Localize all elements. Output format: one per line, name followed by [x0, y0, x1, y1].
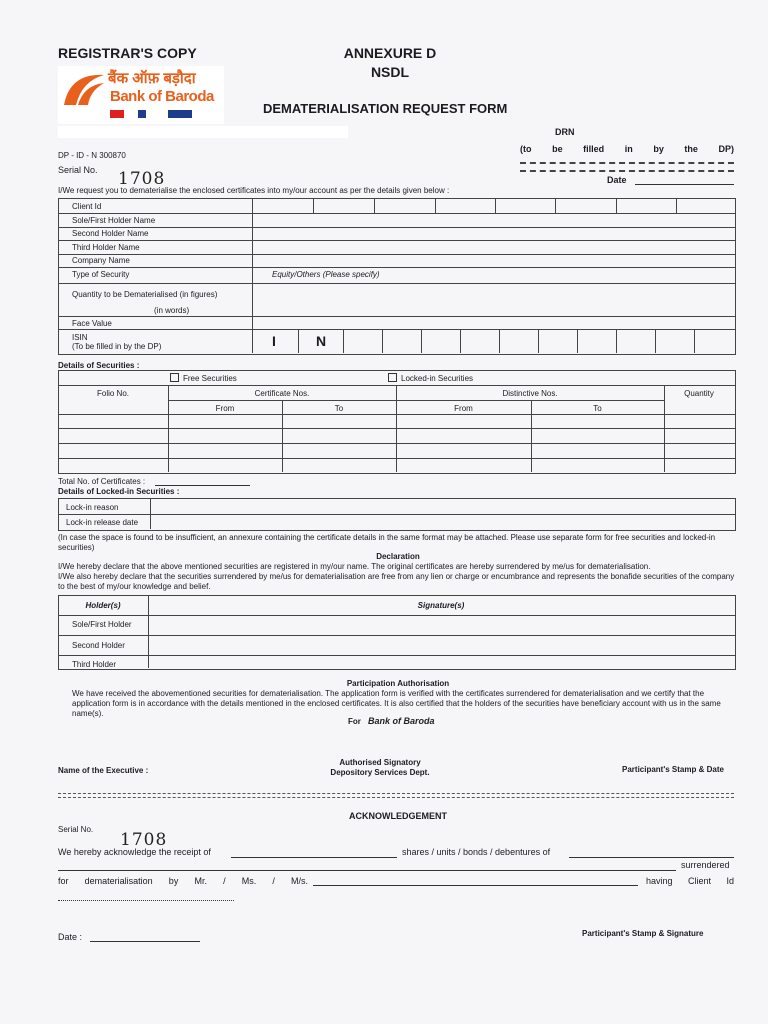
col-dist-from: From: [454, 404, 473, 413]
insufficient-note: (In case the space is found to be insufficient, an annexure containing the certificate details in the same format may be attached. Please use separate form for free securities and locked-in securities): [58, 533, 716, 552]
lock-reason-label: Lock-in reason: [66, 503, 119, 512]
serial-label: Serial No.: [58, 165, 98, 175]
depository-dept: Depository Services Dept.: [330, 768, 430, 777]
col-dist-to: To: [593, 404, 602, 413]
client-id-box: [616, 198, 617, 213]
client-id-box: [495, 198, 496, 213]
ack-client-id: having Client Id: [646, 876, 734, 886]
security-type-hint: Equity/Others (Please specify): [272, 270, 380, 279]
total-certificates-field[interactable]: [155, 485, 250, 486]
client-id-box: [555, 198, 556, 213]
col-signatures: Signature(s): [417, 601, 465, 610]
declaration-line-2: I/We also hereby declare that the securities surrendered by me/us for dematerialisation are free from any lien or charge or encumbrance and represents the bonafide securities of the company to the best of my/our knowledge and belief.: [58, 572, 735, 591]
ack-for-demat: for dematerialisation by Mr. / Ms. / M/s.: [58, 876, 308, 886]
client-id-box: [435, 198, 436, 213]
isin-box: [499, 329, 500, 353]
form-title: DEMATERIALISATION REQUEST FORM: [263, 101, 508, 116]
drn-label: DRN: [555, 127, 575, 137]
row-isin: ISIN: [72, 333, 88, 342]
locked-securities-option[interactable]: [388, 373, 473, 384]
col-distinctive: Distinctive Nos.: [502, 389, 558, 398]
ack-serial-label: Serial No.: [58, 825, 94, 834]
logo-strip: [58, 126, 348, 138]
account-table: [58, 198, 736, 355]
holder-second: Second Holder: [72, 641, 125, 650]
isin-prefix-n: N: [316, 333, 327, 349]
col-folio: Folio No.: [96, 389, 129, 398]
isin-box: [538, 329, 539, 353]
col-holders: Holder(s): [85, 601, 121, 610]
ack-stamp-signature: Participant's Stamp & Signature: [582, 929, 704, 938]
lock-release-label: Lock-in release date: [66, 518, 139, 527]
declaration-heading: Declaration: [376, 552, 420, 561]
row-quantity-words: (in words): [154, 306, 190, 315]
annexure-label: ANNEXURE D: [343, 45, 437, 61]
row-first-holder: Sole/First Holder Name: [72, 216, 156, 225]
row-isin-note: (To be filled in by the DP): [72, 342, 162, 351]
isin-box: [616, 329, 617, 353]
executive-label: Name of the Executive :: [58, 766, 149, 775]
row-line: [58, 254, 735, 255]
client-id-box: [374, 198, 375, 213]
ack-shares-text: shares / units / bonds / debentures of: [402, 847, 551, 857]
isin-box: [382, 329, 383, 353]
ack-client-id-field[interactable]: [58, 900, 234, 901]
logo-badge-red: [110, 110, 124, 118]
locked-heading: Details of Locked-in Securities :: [58, 487, 180, 496]
checkbox-icon[interactable]: [388, 373, 397, 382]
row-security-type: Type of Security: [72, 270, 130, 279]
row-line: [58, 414, 735, 415]
isin-prefix-i: I: [272, 333, 276, 349]
row-line: [58, 227, 735, 228]
ack-serial-value: 1708: [120, 830, 168, 850]
holder-first: Sole/First Holder: [72, 620, 132, 629]
isin-box: [421, 329, 422, 353]
isin-box: [460, 329, 461, 353]
bank-logo: [58, 66, 224, 124]
row-line: [58, 213, 735, 214]
acknowledgement-heading: ACKNOWLEDGEMENT: [349, 811, 447, 821]
row-line: [168, 400, 664, 401]
total-certificates-label: Total No. of Certificates :: [58, 477, 146, 486]
ack-name-field[interactable]: [313, 885, 638, 886]
row-line: [58, 443, 735, 444]
nsdl-label: NSDL: [370, 64, 410, 80]
serial-value: 1708: [118, 169, 166, 189]
dp-id: DP - ID - N 300870: [58, 151, 126, 160]
stamp-date-label: Participant's Stamp & Date: [622, 765, 724, 774]
ack-surrendered: surrendered: [681, 860, 730, 870]
isin-box: [577, 329, 578, 353]
col-quantity: Quantity: [684, 389, 714, 398]
date-label: Date: [607, 175, 627, 185]
row-face-value: Face Value: [72, 319, 112, 328]
bank-name-hindi: बैंक ऑफ़ बड़ौदा: [108, 70, 196, 87]
row-line: [58, 240, 735, 241]
authorised-signatory: Authorised Signatory: [339, 758, 421, 767]
authorisation-text: We have received the abovementioned securities for dematerialisation. The application form is verified with the certificates surrendered for dematerialisation and we certify that the application form is in accordance with the details mentioned in the enclosed certificates. It is also certified that the holders of the securities have beneficiary account with us in the same name(s).: [72, 689, 721, 718]
col-cert-from: From: [215, 404, 235, 413]
row-quantity: Quantity to be Dematerialised (in figures): [72, 290, 218, 299]
ack-date-label: Date :: [58, 932, 83, 942]
row-line: [58, 329, 735, 330]
logo-badge-blue: [138, 110, 146, 118]
row-line: [58, 655, 735, 656]
drn-line: [520, 162, 734, 164]
ack-receipt-text: We hereby acknowledge the receipt of: [58, 847, 211, 857]
row-second-holder: Second Holder Name: [72, 229, 149, 238]
authorisation-heading: Participation Authorisation: [346, 679, 450, 688]
row-line: [58, 514, 735, 515]
holder-third: Third Holder: [72, 660, 117, 669]
ack-quantity-field[interactable]: [231, 857, 397, 858]
registrar-copy-label: REGISTRAR'S COPY: [58, 45, 197, 61]
col-certificate: Certificate Nos.: [254, 389, 310, 398]
declaration-line-1: I/We hereby declare that the above mentioned securities are registered in my/our name. The original certificates are hereby surrendered by me/us for dematerialisation.: [58, 562, 651, 571]
col-cert-to: To: [334, 404, 344, 413]
securities-heading: Details of Securities :: [58, 361, 140, 370]
row-line: [58, 283, 735, 284]
row-company: Company Name: [72, 256, 130, 265]
drn-line-2: [520, 170, 734, 172]
locked-securities-label: Locked-in Securities: [401, 374, 474, 383]
for-label: For: [348, 717, 361, 726]
row-line: [58, 428, 735, 429]
logo-badge-blue-2: [168, 110, 192, 118]
ack-date-field[interactable]: [90, 941, 200, 942]
isin-box: [343, 329, 344, 353]
drn-note: (to be filled in by the DP): [520, 144, 734, 154]
bank-logo-mark-icon: [60, 69, 108, 107]
row-line: [58, 458, 735, 459]
row-client-id: Client Id: [72, 202, 102, 211]
client-id-box: [676, 198, 677, 213]
row-line: [58, 316, 735, 317]
bank-name-english: Bank of Baroda: [110, 88, 214, 105]
for-bank: Bank of Baroda: [368, 716, 435, 726]
isin-box: [655, 329, 656, 353]
client-id-box: [313, 198, 314, 213]
row-line: [58, 615, 735, 616]
row-line: [58, 267, 735, 268]
free-securities-label: Free Securities: [183, 374, 237, 383]
row-line: [58, 635, 735, 636]
request-text: I/We request you to dematerialise the enclosed certificates into my/our account as per the details given below :: [58, 186, 450, 195]
isin-box: [694, 329, 695, 353]
ack-company-field[interactable]: [569, 857, 734, 858]
checkbox-icon[interactable]: [170, 373, 179, 382]
free-securities-option[interactable]: [170, 373, 237, 384]
row-third-holder: Third Holder Name: [72, 243, 140, 252]
separator-line: [58, 793, 734, 798]
ack-line-field[interactable]: [58, 870, 676, 871]
isin-box: [298, 329, 299, 353]
date-field[interactable]: [635, 184, 734, 185]
